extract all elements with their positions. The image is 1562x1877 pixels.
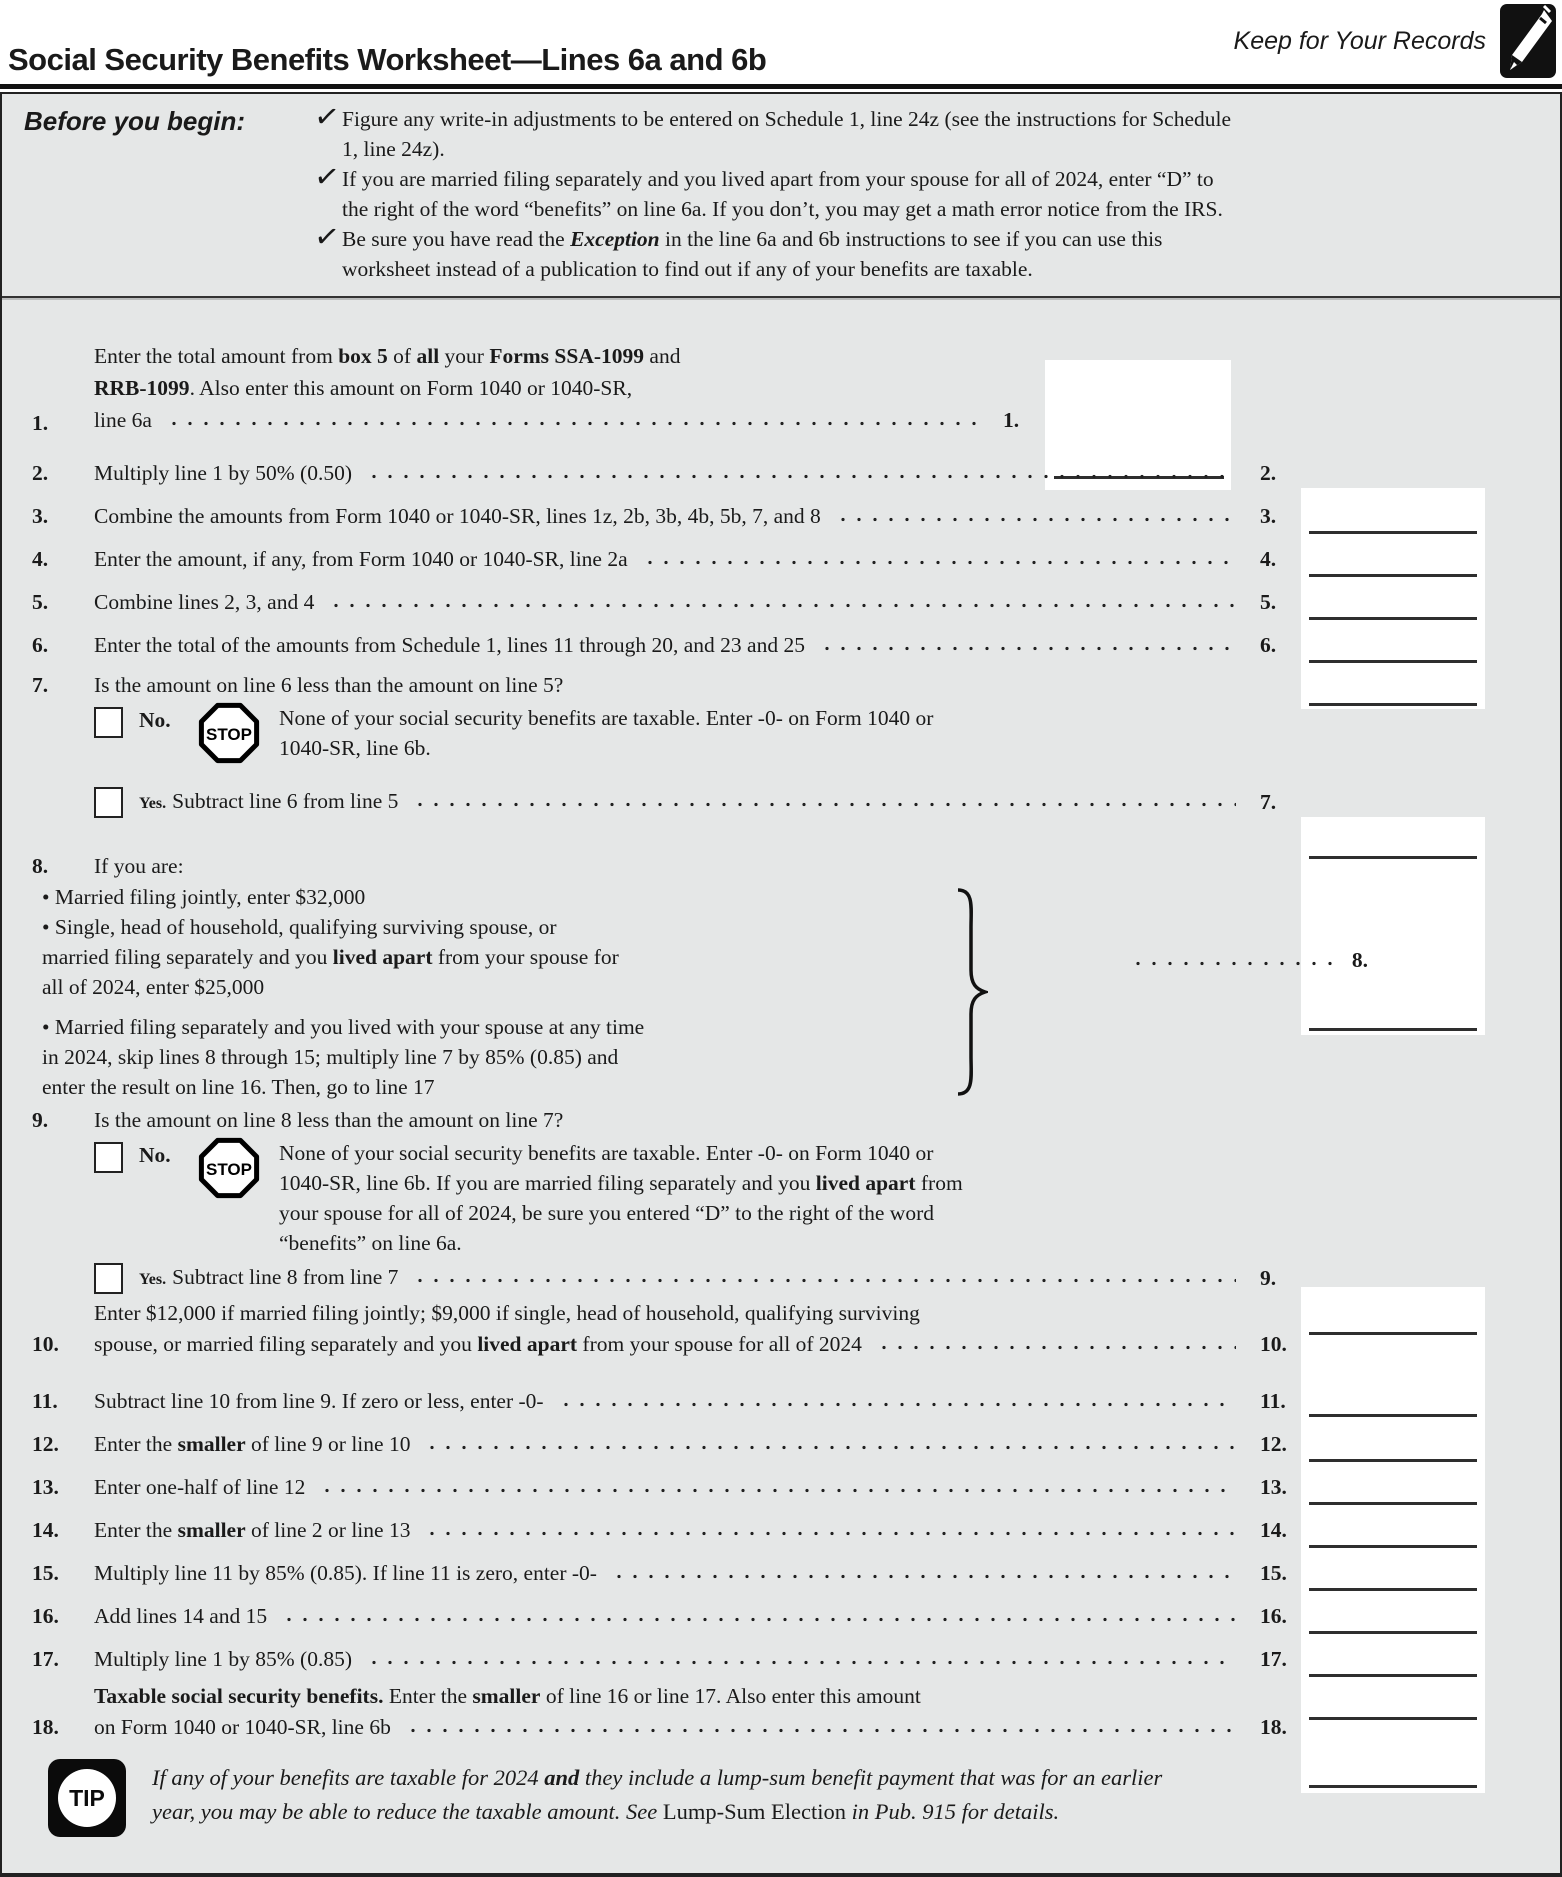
worksheet-line-2 bbox=[2, 452, 1560, 495]
dotted-leader bbox=[556, 1399, 1236, 1408]
line-number: 12. bbox=[32, 1432, 59, 1456]
line-18-text: Taxable social security benefits. Enter the smaller of line 16 or line 17. Also enter this amount on Form 1040 or 1040-SR, line 6b bbox=[94, 1681, 1246, 1743]
dotted-leader bbox=[317, 1485, 1236, 1494]
line-number: 16. bbox=[32, 1604, 59, 1628]
line-number: 1. bbox=[32, 411, 49, 435]
worksheet-line-3 bbox=[2, 495, 1560, 538]
checklist-item bbox=[312, 218, 1231, 284]
line-4-entry-label: 4. bbox=[1260, 547, 1277, 571]
line-13-text: Enter one-half of line 12 bbox=[94, 1466, 1246, 1509]
checklist-item-text: Figure any write-in adjustments to be entered on Schedule 1, line 24z (see the instructions for Schedule 1, line 24z). bbox=[342, 107, 1232, 161]
line-9-yes-text: Subtract line 8 from line 7 bbox=[172, 1264, 399, 1289]
no-label: No. bbox=[139, 708, 171, 732]
line-17-entry-label: 17. bbox=[1260, 1647, 1287, 1671]
keep-for-records-label: Keep for Your Records bbox=[1233, 26, 1486, 55]
tip-icon bbox=[48, 1759, 126, 1842]
worksheet bbox=[0, 92, 1562, 1877]
line-16-entry-label: 16. bbox=[1260, 1604, 1287, 1628]
worksheet-line-8-intro bbox=[2, 850, 1560, 882]
line-6-text: Enter the total of the amounts from Schedule 1, lines 11 through 20, and 23 and 25 bbox=[94, 624, 1246, 667]
dotted-leader bbox=[164, 418, 979, 427]
line-1-text: Enter the total amount from box 5 of all your Forms SSA-1099 and RRB-1099. Also enter this amount on Form 1040 or 1040-SR, line 6a bbox=[94, 340, 989, 436]
line-number: 2. bbox=[32, 461, 49, 485]
worksheet-line-1 bbox=[2, 340, 1560, 436]
worksheet-line-6 bbox=[2, 624, 1560, 667]
dotted-leader bbox=[364, 1657, 1236, 1666]
worksheet-line-12 bbox=[2, 1423, 1560, 1466]
line-8-intro-text: If you are: bbox=[94, 854, 184, 878]
line-7-entry-label: 7. bbox=[1260, 790, 1277, 814]
line-3-entry-label: 3. bbox=[1260, 504, 1277, 528]
line-number: 7. bbox=[32, 673, 49, 697]
checklist-item bbox=[312, 98, 1232, 164]
line-2-entry-label: 2. bbox=[1260, 461, 1277, 485]
line9-no-checkbox[interactable] bbox=[94, 1142, 123, 1173]
line-7-question-text: Is the amount on line 6 less than the amount on line 5? bbox=[94, 673, 564, 697]
dotted-leader bbox=[364, 471, 1236, 480]
line-11-entry-label: 11. bbox=[1260, 1389, 1286, 1413]
dotted-leader bbox=[403, 1725, 1236, 1734]
line-10-entry-label: 10. bbox=[1260, 1332, 1287, 1356]
line-1-entry-label: 1. bbox=[1003, 408, 1020, 432]
before-you-begin-label: Before you begin: bbox=[24, 106, 246, 136]
dotted-leader bbox=[1128, 958, 1332, 967]
line7-yes-checkbox[interactable] bbox=[94, 787, 123, 818]
line-13-entry-label: 13. bbox=[1260, 1475, 1287, 1499]
line-number: 3. bbox=[32, 504, 49, 528]
stop-icon bbox=[197, 1136, 261, 1205]
dotted-leader bbox=[326, 600, 1236, 609]
worksheet-line-8-choices bbox=[2, 882, 1560, 1102]
line-number: 13. bbox=[32, 1475, 59, 1499]
tip-text: If any of your benefits are taxable for 2024 and they include a lump-sum benefit payment that was for an earlier year, you may be able to reduce the taxable amount. See Lump-Sum Election in Pub. 915 for details. bbox=[152, 1765, 1163, 1824]
dotted-leader bbox=[422, 1528, 1236, 1537]
worksheet-line-7-question bbox=[2, 667, 1560, 703]
line-number: 8. bbox=[32, 854, 49, 878]
line-number: 6. bbox=[32, 633, 49, 657]
line-5-text: Combine lines 2, 3, and 4 bbox=[94, 581, 1246, 624]
dotted-leader bbox=[279, 1614, 1236, 1623]
svg-text:TIP: TIP bbox=[69, 1785, 105, 1811]
line-12-entry-label: 12. bbox=[1260, 1432, 1287, 1456]
stop-icon bbox=[197, 701, 261, 770]
line-number: 10. bbox=[32, 1332, 59, 1356]
dotted-leader bbox=[422, 1442, 1236, 1451]
worksheet-line-4 bbox=[2, 538, 1560, 581]
line-14-entry-label: 14. bbox=[1260, 1518, 1287, 1542]
worksheet-line-11 bbox=[2, 1380, 1560, 1423]
worksheet-line-5 bbox=[2, 581, 1560, 624]
before-you-begin-section bbox=[2, 94, 1560, 298]
line-12-text: Enter the smaller of line 9 or line 10 bbox=[94, 1423, 1246, 1466]
line-6-entry-label: 6. bbox=[1260, 633, 1277, 657]
page-header bbox=[0, 0, 1562, 89]
line-18-entry-label: 18. bbox=[1260, 1715, 1287, 1739]
worksheet-line-15 bbox=[2, 1552, 1560, 1595]
dotted-leader bbox=[640, 557, 1236, 566]
line-4-text: Enter the amount, if any, from Form 1040 or 1040-SR, line 2a bbox=[94, 538, 1246, 581]
line-15-text: Multiply line 11 by 85% (0.85). If line 11 is zero, enter -0- bbox=[94, 1552, 1246, 1595]
header-right bbox=[1234, 4, 1556, 78]
worksheet-line-13 bbox=[2, 1466, 1560, 1509]
line-5-entry-label: 5. bbox=[1260, 590, 1277, 614]
line-8-bullets: • Married filing jointly, enter $32,000 • Single, head of household, qualifying surviving spouse, or married filing separately and you lived apart from your spouse for all of 2024, enter $25,000 • Married filing separately and you lived with your spouse at any time in 2024, skip lines 8 through 15; multiply line 7 by 85% (0.85) and enter the result on line 16. Then, go to line 17 bbox=[42, 885, 645, 1099]
line-number: 18. bbox=[32, 1715, 59, 1739]
worksheet-line-16 bbox=[2, 1595, 1560, 1638]
dotted-leader bbox=[410, 1275, 1236, 1284]
worksheet-line-10 bbox=[2, 1298, 1560, 1380]
line-14-text: Enter the smaller of line 2 or line 13 bbox=[94, 1509, 1246, 1552]
line-number: 15. bbox=[32, 1561, 59, 1585]
curly-brace bbox=[954, 888, 988, 1101]
check-icon: ✓ bbox=[312, 218, 342, 257]
pencil-icon bbox=[1500, 4, 1556, 78]
line-7-yes-text: Subtract line 6 from line 5 bbox=[172, 788, 399, 813]
worksheet-line-9-yes bbox=[2, 1258, 1560, 1298]
dotted-leader bbox=[609, 1571, 1236, 1580]
worksheet-body bbox=[2, 340, 1560, 1873]
svg-text:STOP: STOP bbox=[206, 725, 252, 744]
svg-text:STOP: STOP bbox=[206, 1160, 252, 1179]
line9-yes-checkbox[interactable] bbox=[94, 1263, 123, 1294]
line-9-entry-label: 9. bbox=[1260, 1266, 1277, 1290]
tip-section bbox=[2, 1751, 1560, 1842]
worksheet-line-7-no bbox=[2, 703, 1560, 782]
line-number: 14. bbox=[32, 1518, 59, 1542]
line-16-text: Add lines 14 and 15 bbox=[94, 1595, 1246, 1638]
line-8-entry-label: 8. bbox=[1351, 948, 1368, 972]
line7-no-checkbox[interactable] bbox=[94, 707, 123, 738]
worksheet-line-9-question bbox=[2, 1102, 1560, 1138]
worksheet-line-7-yes bbox=[2, 782, 1560, 822]
line-11-text: Subtract line 10 from line 9. If zero or less, enter -0- bbox=[94, 1380, 1246, 1423]
line-number: 5. bbox=[32, 590, 49, 614]
yes-label: Yes. bbox=[139, 1270, 167, 1288]
dotted-leader bbox=[833, 514, 1236, 523]
line-number: 9. bbox=[32, 1108, 49, 1132]
worksheet-line-18 bbox=[2, 1681, 1560, 1751]
checklist-item-text: Be sure you have read the Exception in the line 6a and 6b instructions to see if you can use this worksheet instead of a publication to find out if any of your benefits are taxable. bbox=[342, 227, 1163, 281]
line-17-text: Multiply line 1 by 85% (0.85) bbox=[94, 1638, 1246, 1681]
no-label: No. bbox=[139, 1143, 171, 1167]
dotted-leader bbox=[410, 799, 1236, 808]
checklist-item bbox=[312, 158, 1231, 224]
line-9-no-text: None of your social security benefits are taxable. Enter -0- on Form 1040 or 1040-SR, line 6b. If you are married filing separately and you lived apart from your spouse for all of 2024, be sure you entered “D” to the right of the word “benefits” on line 6a. bbox=[279, 1141, 963, 1255]
dotted-leader bbox=[817, 643, 1236, 652]
page-title: Social Security Benefits Worksheet—Lines 6a and 6b bbox=[8, 42, 767, 77]
line-2-text: Multiply line 1 by 50% (0.50) bbox=[94, 452, 1246, 495]
check-icon: ✓ bbox=[312, 98, 342, 137]
line-7-no-text: None of your social security benefits are taxable. Enter -0- on Form 1040 or 1040-SR, line 6b. bbox=[279, 706, 934, 760]
before-you-begin-list bbox=[312, 98, 1232, 284]
line-10-text: Enter $12,000 if married filing jointly; $9,000 if single, head of household, qualifying surviving spouse, or married filing separately and you lived apart from your spouse for all of 2024 bbox=[94, 1298, 1246, 1360]
line-number: 11. bbox=[32, 1389, 58, 1413]
dotted-leader bbox=[874, 1342, 1236, 1351]
yes-label: Yes. bbox=[139, 794, 167, 812]
line-3-text: Combine the amounts from Form 1040 or 1040-SR, lines 1z, 2b, 3b, 4b, 5b, 7, and 8 bbox=[94, 495, 1246, 538]
line-15-entry-label: 15. bbox=[1260, 1561, 1287, 1585]
worksheet-line-17 bbox=[2, 1638, 1560, 1681]
checklist-item-text: If you are married filing separately and you lived apart from your spouse for all of 2024, enter “D” to the right of the word “benefits” on line 6a. If you don’t, you may get a math error notice from the IRS. bbox=[342, 167, 1223, 221]
line-number: 17. bbox=[32, 1647, 59, 1671]
check-icon: ✓ bbox=[312, 158, 342, 197]
line-number: 4. bbox=[32, 547, 49, 571]
worksheet-line-9-no bbox=[2, 1138, 1560, 1258]
worksheet-line-14 bbox=[2, 1509, 1560, 1552]
line-9-question-text: Is the amount on line 8 less than the amount on line 7? bbox=[94, 1108, 564, 1132]
